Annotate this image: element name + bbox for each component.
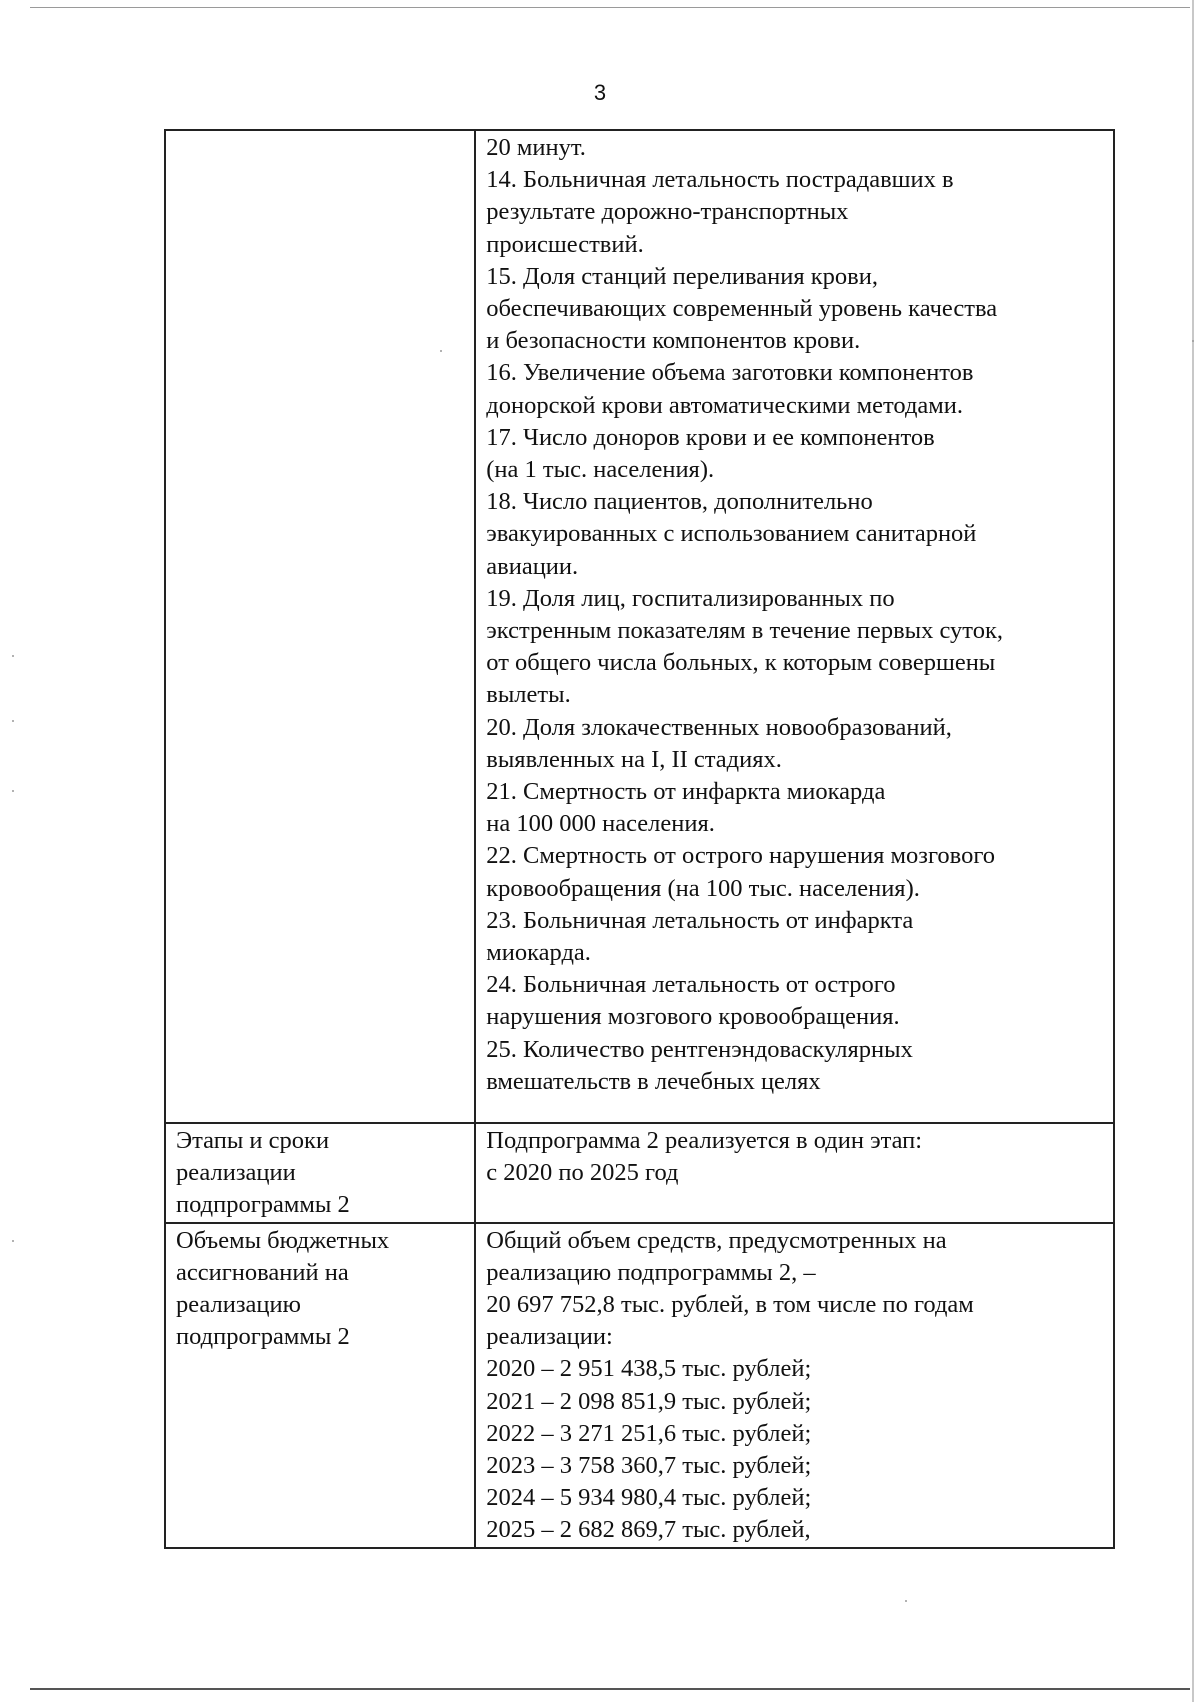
text-line: и безопасности компонентов крови. bbox=[486, 327, 861, 355]
text-line: выявленных на I, II стадиях. bbox=[486, 745, 782, 773]
scan-speck bbox=[12, 1240, 14, 1242]
text-line: 20 697 752,8 тыс. рублей, в том числе по годам bbox=[486, 1291, 974, 1319]
text-line: Объемы бюджетных bbox=[176, 1226, 390, 1254]
subprogram-passport-table bbox=[164, 129, 1115, 1549]
text-line: результате дорожно-транспортных bbox=[486, 198, 849, 226]
text-line: авиации. bbox=[486, 552, 579, 580]
text-line: кровообращения (на 100 тыс. населения). bbox=[486, 874, 920, 902]
text-line: 21. Смертность от инфаркта миокарда bbox=[486, 778, 886, 806]
text-line: миокарда. bbox=[486, 939, 591, 967]
scan-speck bbox=[12, 790, 14, 792]
text-line: реализацию подпрограммы 2, – bbox=[486, 1258, 816, 1286]
table-row bbox=[165, 1123, 1114, 1223]
text-line: 14. Больничная летальность пострадавших в bbox=[486, 166, 954, 194]
scan-speck bbox=[1192, 340, 1194, 342]
target-indicators-cell bbox=[475, 130, 1114, 1123]
text-line: 25. Количество рентгенэндоваскулярных bbox=[486, 1035, 913, 1063]
text-line: вылеты. bbox=[486, 681, 571, 709]
text-line: 2021 – 2 098 851,9 тыс. рублей; bbox=[486, 1387, 812, 1415]
page-number: 3 bbox=[593, 80, 607, 105]
text-line: донорской крови автоматическими методами. bbox=[486, 391, 964, 419]
text-line: вмешательств в лечебных целях bbox=[486, 1067, 821, 1095]
text-line: 22. Смертность от острого нарушения мозгового bbox=[486, 842, 996, 870]
scan-speck bbox=[12, 720, 14, 722]
text-line: подпрограммы 2 bbox=[176, 1191, 350, 1219]
text-line: 16. Увеличение объема заготовки компонентов bbox=[486, 359, 974, 387]
text-line: с 2020 по 2025 год bbox=[486, 1159, 679, 1187]
text-line: реализации bbox=[176, 1159, 296, 1187]
text-line: 15. Доля станций переливания крови, bbox=[486, 262, 878, 290]
text-line: Этапы и сроки bbox=[176, 1127, 330, 1154]
stages-and-terms-cell bbox=[475, 1123, 1114, 1223]
scan-right-edge bbox=[1192, 0, 1194, 1702]
scan-speck bbox=[440, 350, 442, 352]
text-line: 2023 – 3 758 360,7 тыс. рублей; bbox=[486, 1452, 812, 1480]
row-label-cell bbox=[165, 1223, 475, 1548]
text-line: 20 минут. bbox=[486, 134, 586, 161]
text-line: ассигнований на bbox=[176, 1258, 349, 1286]
text-line: обеспечивающих современный уровень качества bbox=[486, 295, 998, 323]
text-line: 2025 – 2 682 869,7 тыс. рублей, bbox=[486, 1516, 811, 1544]
text-line: 24. Больничная летальность от острого bbox=[486, 971, 896, 999]
table-row bbox=[165, 1223, 1114, 1548]
text-line: 18. Число пациентов, дополнительно bbox=[486, 488, 873, 516]
text-line: нарушения мозгового кровообращения. bbox=[486, 1003, 900, 1031]
row-label-cell bbox=[165, 130, 475, 1123]
text-line: происшествий. bbox=[486, 230, 644, 258]
scan-speck bbox=[12, 655, 14, 657]
text-line: эвакуированных с использованием санитарной bbox=[486, 520, 977, 548]
text-line: 2022 – 3 271 251,6 тыс. рублей; bbox=[486, 1419, 812, 1447]
scan-top-edge bbox=[30, 7, 1190, 8]
text-line: экстренным показателям в течение первых суток, bbox=[486, 617, 1003, 645]
text-line: реализацию bbox=[176, 1291, 301, 1319]
text-line: Общий объем средств, предусмотренных на bbox=[486, 1226, 947, 1254]
table-row bbox=[165, 130, 1114, 1123]
text-line: 2020 – 2 951 438,5 тыс. рублей; bbox=[486, 1355, 812, 1383]
budget-allocations-cell bbox=[475, 1223, 1114, 1548]
text-line: подпрограммы 2 bbox=[176, 1323, 350, 1351]
text-line: 2024 – 5 934 980,4 тыс. рублей; bbox=[486, 1484, 812, 1512]
text-line: Подпрограмма 2 реализуется в один этап: bbox=[486, 1127, 923, 1154]
row-label-cell bbox=[165, 1123, 475, 1223]
text-line: 19. Доля лиц, госпитализированных по bbox=[486, 584, 895, 612]
text-line: 23. Больничная летальность от инфаркта bbox=[486, 906, 914, 934]
text-line: 17. Число доноров крови и ее компонентов bbox=[486, 423, 935, 451]
text-line: от общего числа больных, к которым совершены bbox=[486, 649, 996, 677]
scan-speck bbox=[905, 1600, 907, 1602]
text-line: реализации: bbox=[486, 1323, 613, 1351]
text-line: 20. Доля злокачественных новообразований, bbox=[486, 713, 952, 741]
text-line: (на 1 тыс. населения). bbox=[486, 456, 715, 484]
text-line: на 100 000 населения. bbox=[486, 810, 715, 838]
scan-bottom-edge bbox=[30, 1688, 1190, 1690]
